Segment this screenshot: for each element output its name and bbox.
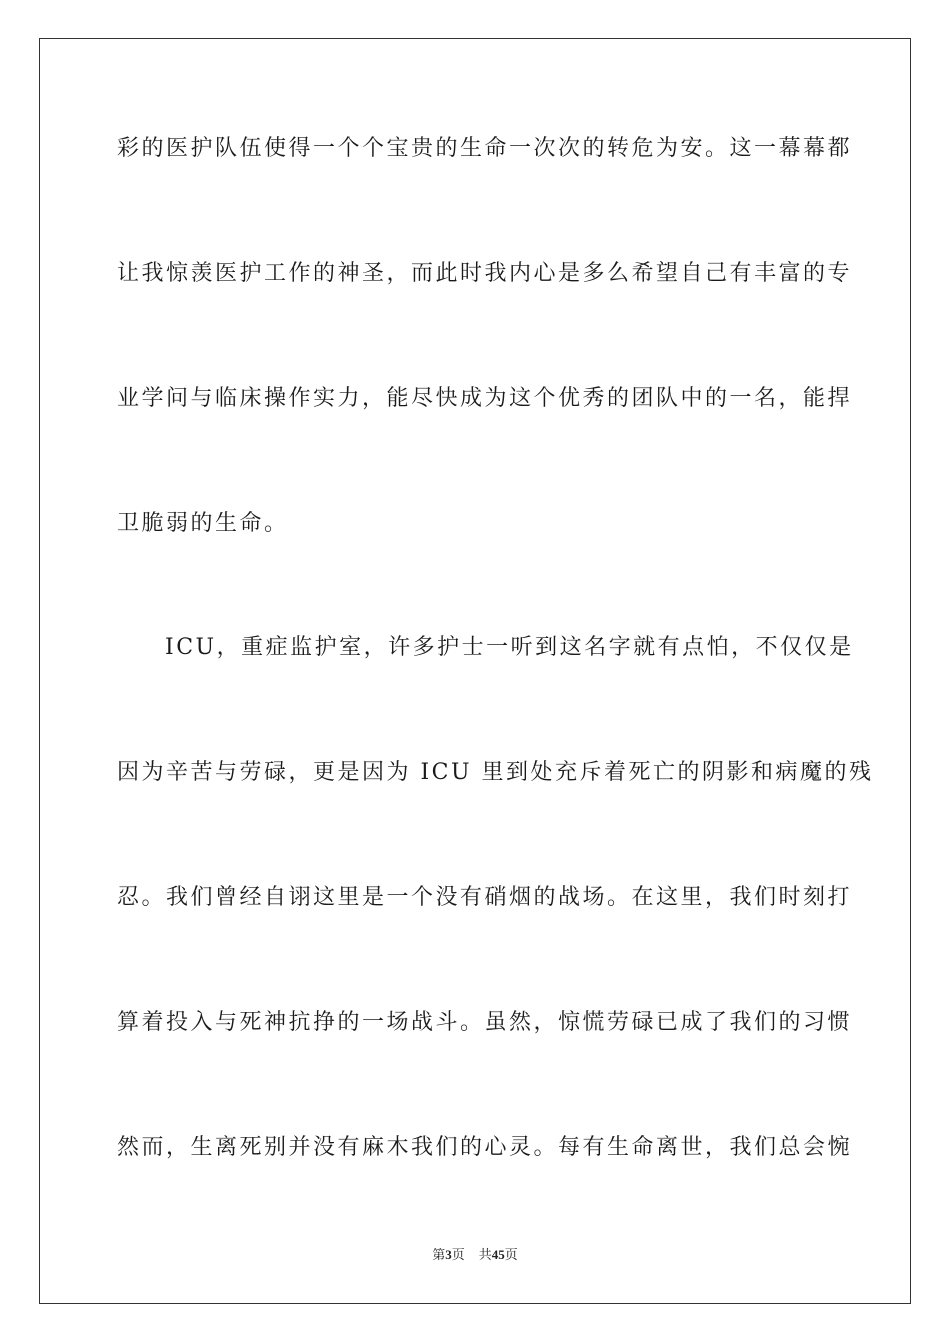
page-suffix: 页 [451,1248,465,1263]
paragraph-line: 卫脆弱的生命。 [117,511,289,536]
paragraph-line: 业学问与临床操作实力，能尽快成为这个优秀的团队中的一名，能捍 [117,386,853,411]
paragraph-line: ICU，重症监护室，许多护士一听到这名字就有点怕，不仅仅是 [165,635,854,660]
paragraph-line: 算着投入与死神抗挣的一场战斗。虽然，惊慌劳碌已成了我们的习惯 [117,1010,853,1035]
paragraph-line: 彩的医护队伍使得一个个宝贵的生命一次次的转危为安。这一幕幕都 [117,136,853,161]
page-footer [0,1246,950,1265]
paragraph-line: 让我惊羡医护工作的神圣，而此时我内心是多么希望自己有丰富的专 [117,261,853,286]
total-suffix: 页 [504,1248,518,1263]
page-number: 3 [445,1247,452,1262]
total-pages: 45 [491,1247,505,1262]
page-prefix: 第 [432,1248,446,1263]
total-prefix: 共 [478,1248,492,1263]
page-border [39,38,911,1304]
paragraph-line: 忍。我们曾经自诩这里是一个没有硝烟的战场。在这里，我们时刻打 [117,885,853,910]
paragraph-line: 因为辛苦与劳碌，更是因为 ICU 里到处充斥着死亡的阴影和病魔的残 [117,760,874,785]
paragraph-line: 然而，生离死别并没有麻木我们的心灵。每有生命离世，我们总会惋 [117,1135,853,1160]
